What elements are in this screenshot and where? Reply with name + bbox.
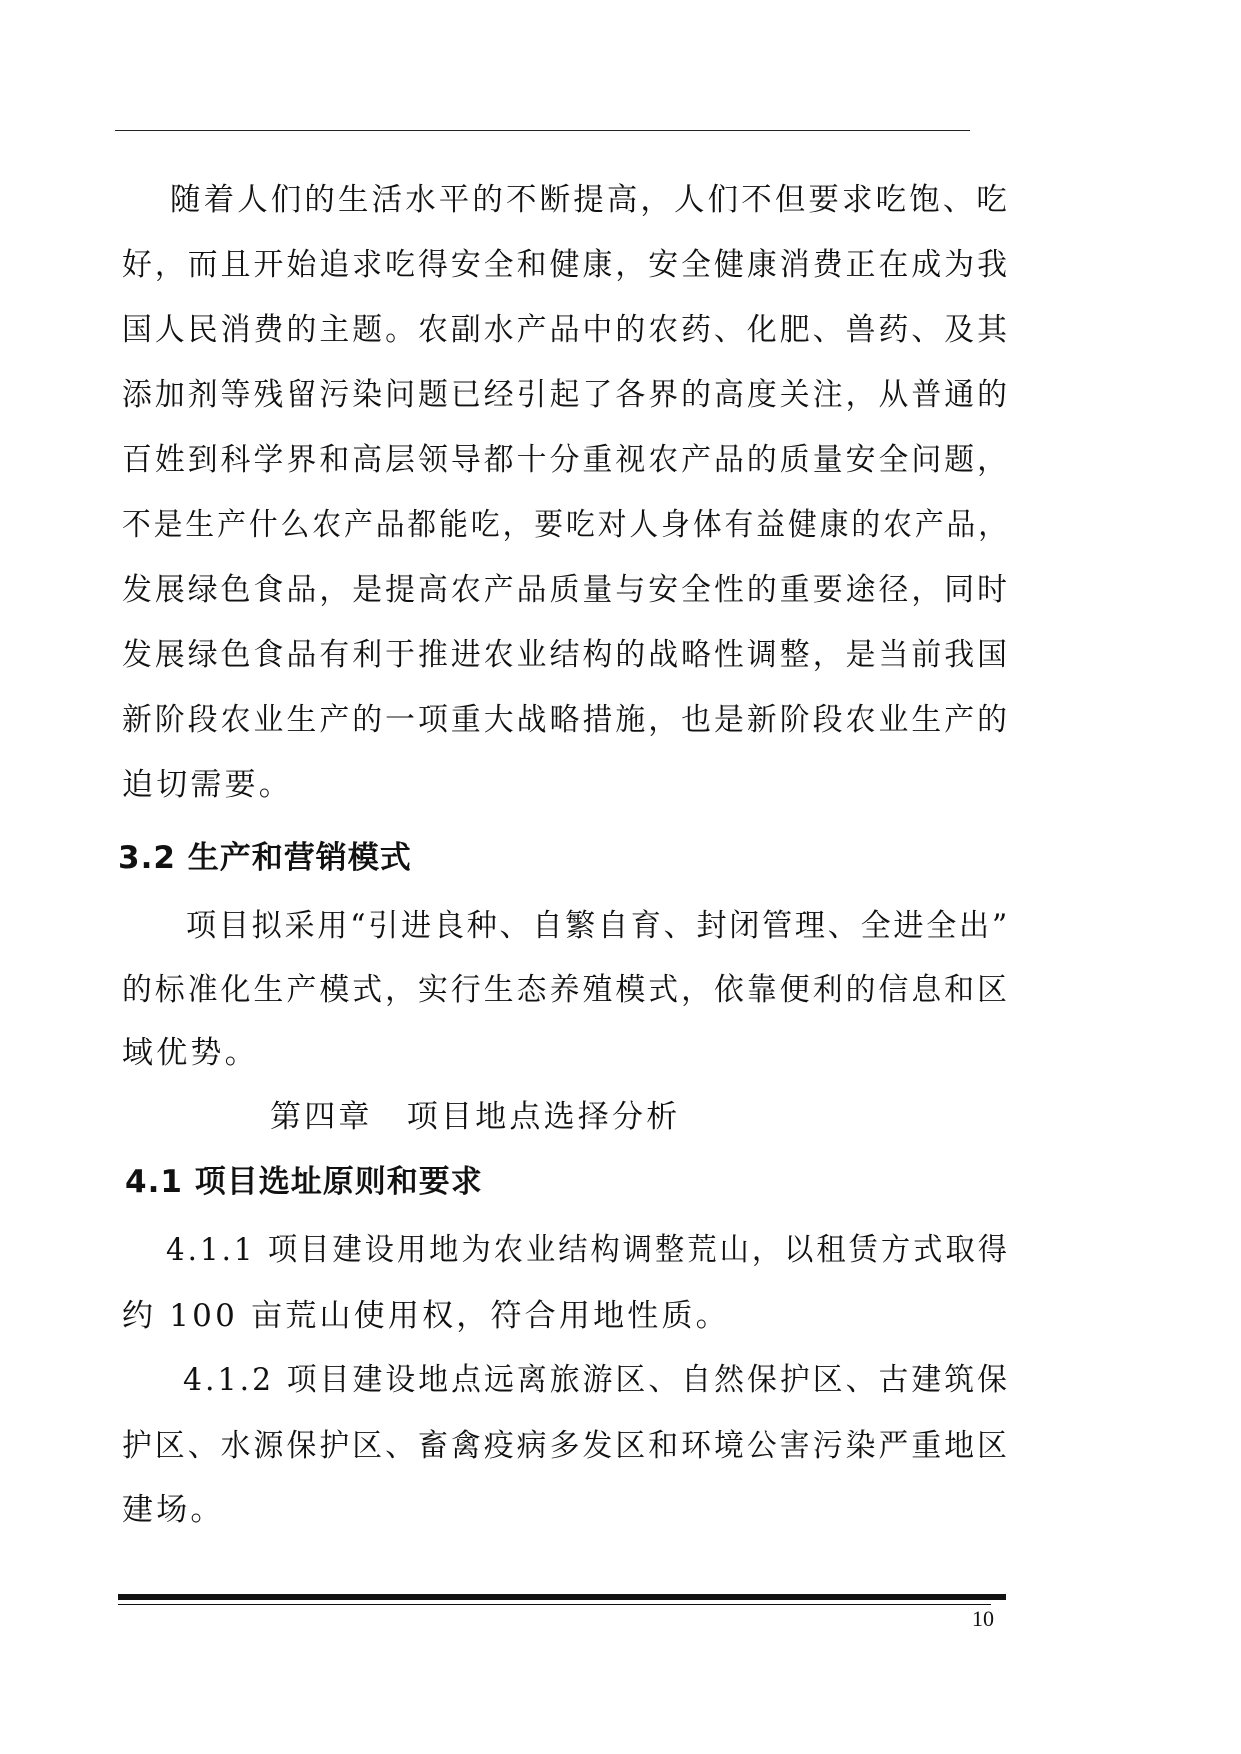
footer-rule-thin — [118, 1604, 991, 1605]
page-number: 10 — [972, 1606, 994, 1631]
section-heading: 3.2 生产和营销模式 — [118, 840, 412, 876]
body-text-line: 项目拟采用“引进良种、自繁自育、封闭管理、全进全出” — [186, 908, 1010, 944]
body-text-line: 的标准化生产模式，实行生态养殖模式，依靠便利的信息和区 — [122, 972, 1011, 1008]
body-text-line: 添加剂等残留污染问题已经引起了各界的高度关注，从普通的 — [122, 377, 1011, 413]
body-text-line: 国人民消费的主题。农副水产品中的农药、化肥、兽药、及其 — [122, 312, 1011, 348]
body-text-line: 护区、水源保护区、畜禽疫病多发区和环境公害污染严重地区 — [122, 1428, 1011, 1464]
body-text-line: 随着人们的生活水平的不断提高，人们不但要求吃饱、吃 — [170, 182, 1011, 218]
body-text-line: 百姓到科学界和高层领导都十分重视农产品的质量安全问题， — [122, 442, 1011, 478]
header-rule — [115, 130, 970, 131]
body-text-line: 迫切需要。 — [122, 767, 293, 803]
body-text-line: 域优势。 — [122, 1035, 259, 1071]
body-text-line: 发展绿色食品，是提高农产品质量与安全性的重要途径，同时 — [122, 572, 1011, 608]
body-text-line: 4.1.1 项目建设用地为农业结构调整荒山，以租赁方式取得 — [166, 1232, 1010, 1268]
body-text-line: 新阶段农业生产的一项重大战略措施，也是新阶段农业生产的 — [122, 702, 1011, 738]
body-text-line: 好，而且开始追求吃得安全和健康，安全健康消费正在成为我 — [122, 247, 1011, 283]
body-text-line: 4.1.2 项目建设地点远离旅游区、自然保护区、古建筑保 — [183, 1362, 1010, 1398]
body-text-line: 发展绿色食品有利于推进农业结构的战略性调整，是当前我国 — [122, 637, 1011, 673]
footer-rule — [118, 1594, 1006, 1600]
body-text-line: 建场。 — [122, 1492, 225, 1528]
body-text-line: 不是生产什么农产品都能吃，要吃对人身体有益健康的农产品， — [122, 507, 1010, 543]
body-text-line: 约 100 亩荒山使用权，符合用地性质。 — [122, 1298, 730, 1334]
section-heading: 4.1 项目选址原则和要求 — [125, 1164, 483, 1200]
chapter-title: 第四章 项目地点选择分析 — [270, 1099, 681, 1135]
